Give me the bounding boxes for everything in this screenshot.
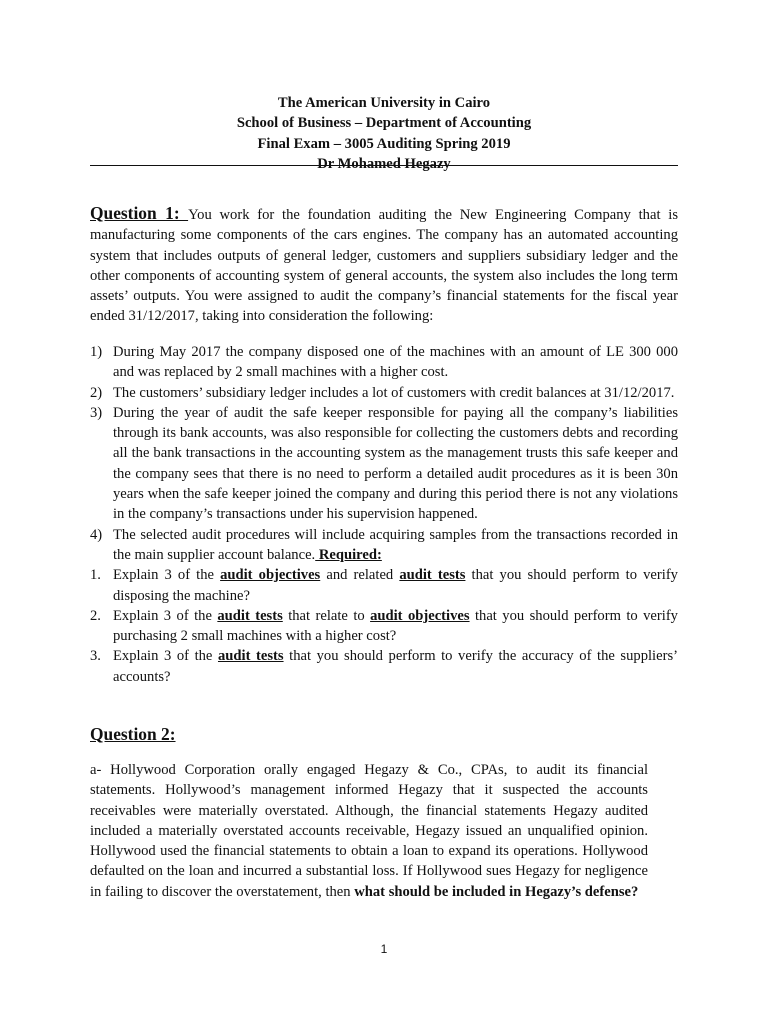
university-name: The American University in Cairo — [277, 95, 491, 111]
header-divider — [90, 165, 678, 166]
exam-title: Final Exam – 3005 Auditing Spring 2019 — [257, 135, 511, 152]
page-number: 1 — [380, 942, 388, 956]
question-1-facts — [90, 342, 678, 687]
document-header — [90, 93, 678, 174]
question-2-prompt: what should be included in Hegazy’s defense? — [354, 883, 639, 900]
list-item: 1) During May 2017 the company disposed one of the machines with an amount of LE 300 000 and was replaced by 2 small machines with a higher cost. — [90, 344, 678, 381]
list-item: 2) The customers’ subsidiary ledger includes a lot of customers with credit balances at 31/12/2017. — [90, 384, 675, 401]
list-item: 1. Explain 3 of the audit objectives and related audit tests that you should perform to verify disposing the machine? — [90, 567, 678, 604]
department-name: School of Business – Department of Accounting — [236, 115, 532, 132]
question-2-title: Question 2: — [90, 724, 176, 744]
list-item: 3. Explain 3 of the audit tests that you should perform to verify the accuracy of the suppliers’ accounts? — [90, 648, 678, 685]
question-1-intro-text: You work for the foundation auditing the New Engineering Company that is manufacturing some components of the cars engines. The company has an automated accounting system that includes outputs of general ledger, customers and suppliers subsidiary ledger and the other components of accounting system of general accounts, the system also includes the long term assets’ outputs. You were assigned to audit the company’s financial statements for the fiscal year ended 31/12/2017, taking into consideration the following: — [90, 207, 679, 325]
list-item: 2. Explain 3 of the audit tests that relate to audit objectives that you should perform to verify purchasing 2 small machines with a higher cost? — [90, 607, 678, 645]
list-item: 4) The selected audit procedures will include acquiring samples from the transactions recorded in the main supplier account balance. Required: — [90, 526, 678, 563]
question-1-intro — [90, 203, 678, 327]
instructor-name: Dr Mohamed Hegazy — [317, 155, 451, 172]
question-1-title: Question 1: — [90, 203, 189, 223]
required-label: Required: — [315, 546, 382, 563]
list-item: 3) During the year of audit the safe keeper responsible for paying all the company’s liabilities through its bank accounts, was also responsible for collecting the customers debts and recording all the bank transactions in the accounting system as the management trusts this safe keeper and the company sees that there is no need to perform a detailed audit procedures as it is been 30n years when the safe keeper joined the company and during this period there is not any violations in the company’s transactions under his supervision happened. — [90, 404, 678, 523]
question-2-body: a- Hollywood Corporation orally engaged Hegazy & Co., CPAs, to audit its financial statements. Hollywood’s management informed Hegazy that it suspected the accounts receivables were materially overstated. Although, the financial statements Hegazy audited included a materially overstated accounts receivable, Hegazy issued an unqualified opinion. Hollywood used the financial statements to obtain a loan to expand its operations. Hollywood defaulted on the loan and incurred a substantial loss. If Hollywood sues Hegazy for negligence in failing to discover the overstatement, then what should be included in Hegazy’s defense? — [90, 762, 648, 900]
